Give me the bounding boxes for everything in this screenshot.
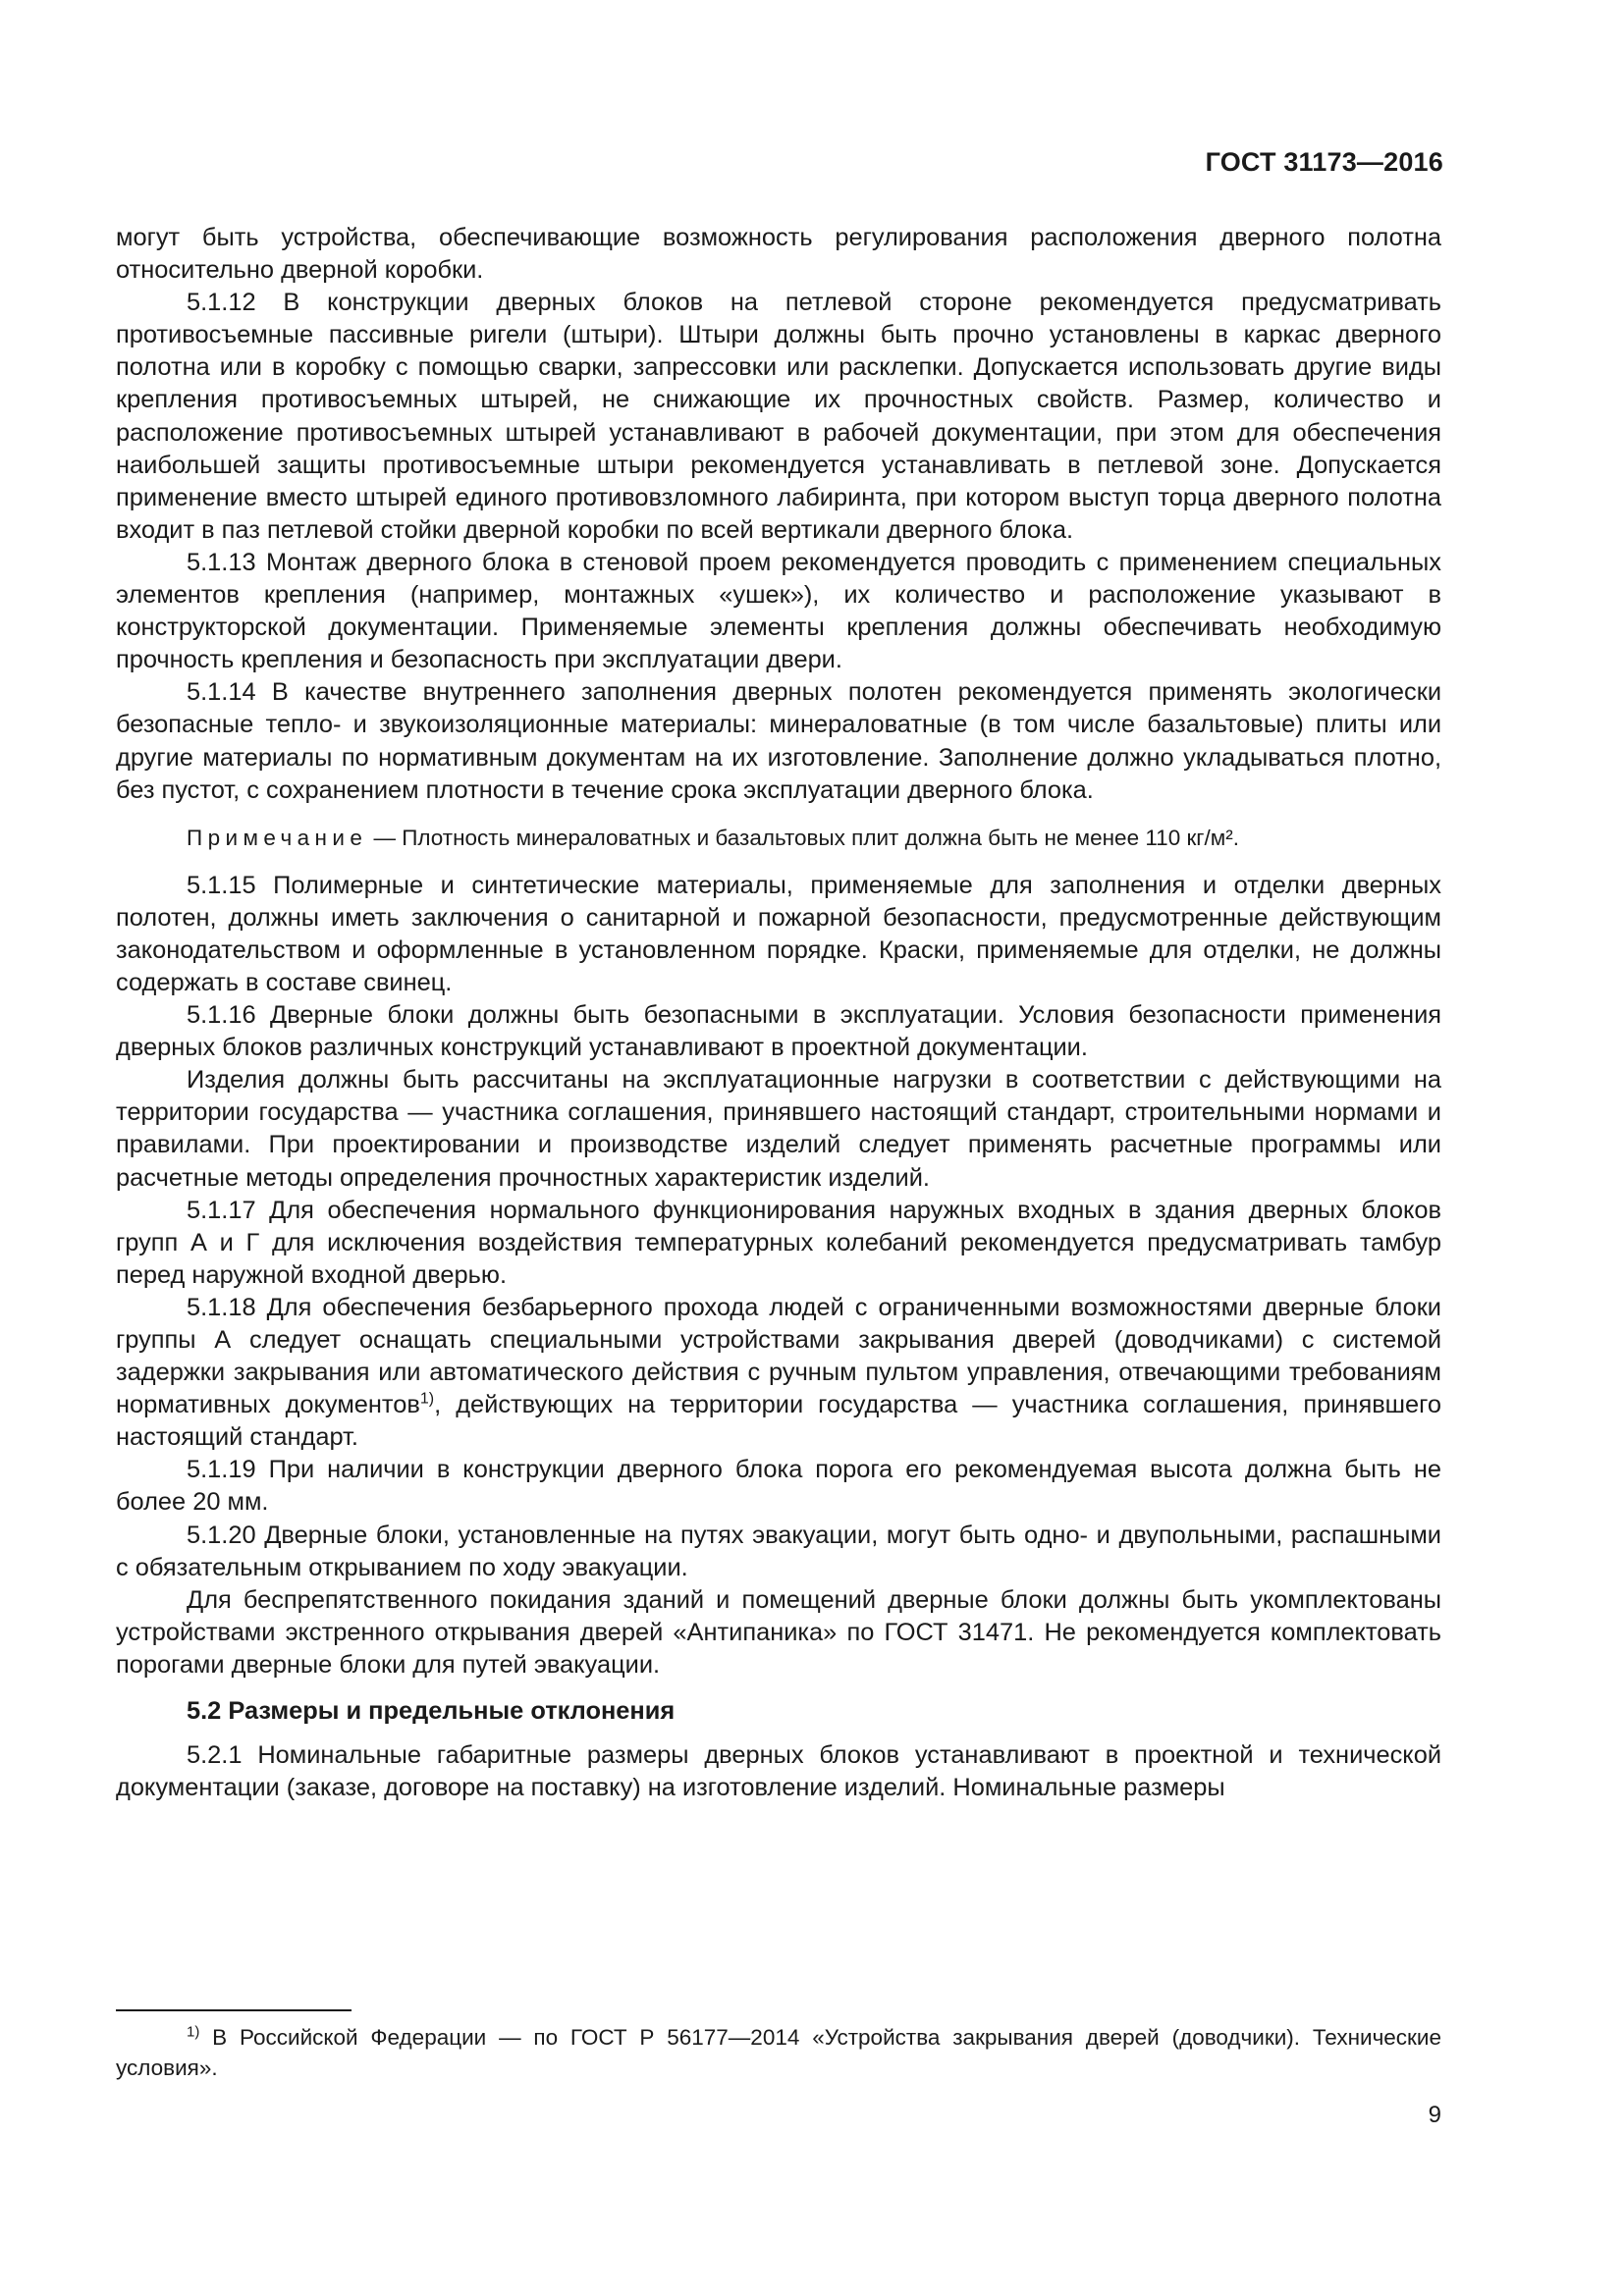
footnote xyxy=(116,2022,1441,2083)
paragraph-5-1-15: 5.1.15 Полимерные и синтетические материалы, применяемые для заполнения и отделки дверных полотен, должны иметь заключения о санитарной и пожарной безопасности, предусмотренные действующим законодательством и оформленные в установленном порядке. Краски, применяемые для отделки, не должны содержать в составе свинец. xyxy=(116,871,1441,996)
document-code-header: ГОСТ 31173—2016 xyxy=(1205,147,1443,177)
document-body xyxy=(116,222,1441,1804)
page-number: 9 xyxy=(1428,2102,1441,2128)
footnote-marker: 1) xyxy=(187,2023,200,2041)
paragraph-5-1-14: 5.1.14 В качестве внутреннего заполнения дверных полотен рекомендуется применять экологически безопасные тепло- и звукоизоляционные материалы: минераловатные (в том числе базальтовые) плиты или другие материалы по нормативным документам на их изготовление. Заполнение должно укладываться плотно, без пустот, с сохранением плотности в течение срока эксплуатации дверного блока. xyxy=(116,678,1441,804)
paragraph-5-1-19: 5.1.19 При наличии в конструкции дверного блока порога его рекомендуемая высота должна быть не более 20 мм. xyxy=(116,1456,1441,1517)
note-text: — Плотность минераловатных и базальтовых плит должна быть не менее 110 кг/м². xyxy=(367,825,1239,850)
paragraph-continuation: могут быть устройства, обеспечивающие возможность регулирования расположения дверного полотна относительно дверной коробки. xyxy=(116,224,1441,285)
footnote-divider xyxy=(116,2009,352,2011)
paragraph-5-1-20: 5.1.20 Дверные блоки, установленные на путях эвакуации, могут быть одно- и двупольными, распашными с обязательным открыванием по ходу эвакуации. xyxy=(116,1521,1441,1581)
footnote-text: В Российской Федерации — по ГОСТ Р 56177—2014 «Устройства закрывания дверей (доводчики). Технические условия». xyxy=(116,2025,1441,2080)
section-heading-5-2: 5.2 Размеры и предельные отклонения xyxy=(187,1697,676,1726)
paragraph-5-1-20-cont: Для беспрепятственного покидания зданий и помещений дверные блоки должны быть укомплектованы устройствами экстренного открывания дверей «Антипаника» по ГОСТ 31471. Не рекомендуется комплектовать порогами дверные блоки для путей эвакуации. xyxy=(116,1585,1441,1679)
paragraph-5-1-17: 5.1.17 Для обеспечения нормального функционирования наружных входных в здания дверных блоков групп А и Г для исключения воздействия температурных колебаний рекомендуется предусматривать тамбур перед наружной входной дверью. xyxy=(116,1196,1441,1289)
footnote-reference: 1) xyxy=(419,1390,435,1408)
note-label: Примечание xyxy=(187,825,368,850)
paragraph-5-1-16: 5.1.16 Дверные блоки должны быть безопасными в эксплуатации. Условия безопасности применения дверных блоков различных конструкций устанавливают в проектной документации. xyxy=(116,1001,1441,1062)
paragraph-5-1-13: 5.1.13 Монтаж дверного блока в стеновой проем рекомендуется проводить с применением специальных элементов крепления (например, монтажных «ушек»), их количество и расположение указывают в конструкторской документации. Применяемые элементы крепления должны обеспечивать необходимую прочность крепления и безопасность при эксплуатации двери. xyxy=(116,548,1441,674)
paragraph-5-1-16-cont: Изделия должны быть рассчитаны на эксплуатационные нагрузки в соответствии с действующими на территории государства — участника соглашения, принявшего настоящий стандарт, строительными нормами и правилами. При проектировании и производстве изделий следует применять расчетные программы или расчетные методы определения прочностных характеристик изделий. xyxy=(116,1066,1441,1192)
paragraph-5-2-1: 5.2.1 Номинальные габаритные размеры дверных блоков устанавливают в проектной и технической документации (заказе, договоре на поставку) на изготовление изделий. Номинальные размеры xyxy=(116,1741,1441,1802)
paragraph-5-1-18-part2: , действующих на территории государства — участника соглашения, принявшего настоящий стандарт. xyxy=(116,1391,1441,1452)
note-paragraph xyxy=(116,824,1441,853)
paragraph-5-1-18-part1: 5.1.18 Для обеспечения безбарьерного прохода людей с ограниченными возможностями дверные блоки группы А следует оснащать специальными устройствами закрывания дверей (доводчиками) с системой задержки закрывания или автоматического действия с ручным пультом управления, отвечающими требованиям нормативных документов xyxy=(116,1293,1441,1419)
paragraph-5-1-12: 5.1.12 В конструкции дверных блоков на петлевой стороне рекомендуется предусматривать противосъемные пассивные ригели (штыри). Штыри должны быть прочно установлены в каркас дверного полотна или в коробку с помощью сварки, запрессовки или расклепки. Допускается использовать другие виды крепления противосъемных штырей, не снижающие их прочностных свойств. Размер, количество и расположение противосъемных штырей устанавливают в рабочей документации, при этом для обеспечения наибольшей защиты противосъемные штыри рекомендуется устанавливать в петлевой зоне. Допускается применение вместо штырей единого противовзломного лабиринта, при котором выступ торца дверного полотна входит в паз петлевой стойки дверной коробки по всей вертикали дверного блока. xyxy=(116,289,1441,544)
paragraph-5-1-18 xyxy=(116,1292,1441,1454)
